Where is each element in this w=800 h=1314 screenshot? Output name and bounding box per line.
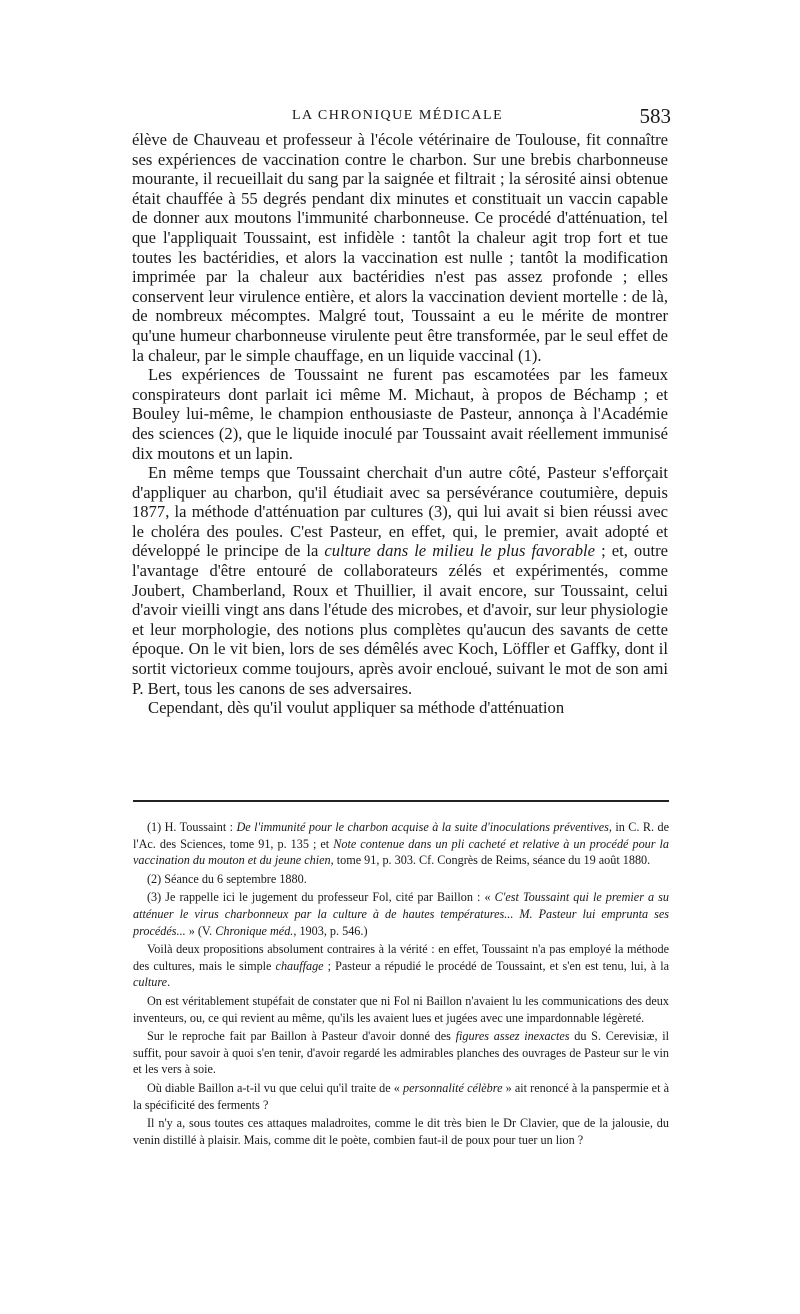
footnote-1-part-b: , in C. R. de l'Ac. des Sciences, tome 91, p. 135 ; et: [133, 820, 669, 851]
footnote-3-part-b: » (V.: [185, 923, 216, 938]
footnote-divider: [133, 800, 669, 802]
paragraph-2: Les expériences de Toussaint ne furent pas escamotées par les fameux conspirateurs dont parlait ici même M. Michaut, à propos de Béchamp ; et Bouley lui-même, le champion enthousiaste de Pasteur, annonça à l'Académie des sciences (2), que le liquide inoculé par Toussaint avait réellement immunisé dix moutons et un lapin.: [132, 365, 668, 463]
footnote-1-italic-1: De l'immunité pour le charbon acquise à la suite d'inoculations préventives: [236, 820, 609, 834]
footnote-paragraph-4: [133, 941, 669, 991]
footnote-4-part-a: Voilà deux propositions absolument contraires à la vérité : en effet, Toussaint n'a pas employé la méthode des cultures, mais le simple: [133, 942, 669, 973]
paragraph-3: [132, 463, 668, 698]
footnote-4-italic-2: culture: [133, 975, 168, 990]
paragraph-4: Cependant, dès qu'il voulut appliquer sa méthode d'atténuation: [148, 698, 565, 718]
footnote-4-italic-1: chauffage: [275, 958, 324, 973]
footnote-4-part-b: ; Pasteur a répudié le procédé de Toussaint, et s'en est tenu, lui, à la: [323, 958, 669, 973]
footnote-4-part-c: .: [167, 975, 171, 990]
footnote-3-part-c: , 1903, p. 546.): [293, 923, 368, 938]
paragraph-3-part-a: En même temps que Toussaint cherchait d'un autre côté, Pasteur s'efforçait d'appliquer au charbon, qu'il étudiait avec sa persévérance coutumière, depuis 1877, la méthode d'atténuation par cultures (3), qui lui avait si bien réussi avec le choléra des poules. C'est Pasteur, en effet, qui, le premier, avait adopté et développé le principe de la: [132, 463, 668, 561]
running-title: LA CHRONIQUE MÉDICALE: [292, 108, 504, 123]
footnote-paragraph-6: [133, 1028, 669, 1078]
paragraph-3-part-b: ; et, outre l'avantage d'être entouré de collaborateurs zélés et expérimentés, comme Joubert, Chamberland, Roux et Thuillier, il avait encore, sur Toussaint, celui d'avoir vieilli vingt ans dans l'étude des microbes, et d'avoir, sur leur physiologie et leur morphologie, des notions plus complètes qu'aucun des savants de cette époque. On le vit bien, lors de ses démêlés avec Koch, Löffler et Gaffky, dont il sortit victorieux comme toujours, après avoir encloué, suivant le mot de son ami P. Bert, tous les canons de ses adversaires.: [132, 541, 668, 698]
footnote-6-part-a: Sur le reproche fait par Baillon à Pasteur d'avoir donné des: [147, 1029, 456, 1044]
footnote-7-part-a: Où diable Baillon a-t-il vu que celui qu'il traite de «: [147, 1080, 403, 1095]
footnote-1-part-a: (1) H. Toussaint :: [147, 820, 237, 834]
footnote-3: [133, 889, 669, 939]
footnote-6-part-b: du S. Cerevisiæ, il suffit, pour savoir à quoi s'en tenir, d'avoir regardé les admirables planches des ouvrages de Pasteur sur le vin et les vers à soie.: [133, 1029, 670, 1077]
page-number: 583: [639, 104, 671, 128]
footnote-paragraph-5: On est véritablement stupéfait de constater que ni Fol ni Baillon n'avaient lu les communications des deux inventeurs, ou, ce qui revient au même, qu'ils les avaient lues et jugées avec une impardonnable légèreté.: [133, 993, 669, 1025]
footnote-paragraph-7: [133, 1080, 669, 1113]
footnote-6-italic: figures assez inexactes: [455, 1029, 570, 1044]
footnote-1-part-c: , tome 91, p. 303. Cf. Congrès de Reims, séance du 19 août 1880.: [330, 853, 651, 868]
paragraph-1: élève de Chauveau et professeur à l'école vétérinaire de Toulouse, fit connaître ses expériences de vaccination contre le charbon. Sur une brebis charbonneuse mourante, il recueillait du sang par la saignée et filtrait ; la sérosité ainsi obtenue était chauffée à 55 degrés pendant dix minutes et constituait un vaccin capable de donner aux moutons l'immunité charbonneuse. Ce procédé d'atténuation, tel que l'appliquait Toussaint, est infidèle : tantôt la chaleur agit trop fort et tue toutes les bactéridies, et alors la vaccination est nulle ; tantôt la modification imprimée par la chaleur aux bactéridies n'est pas assez profonde ; elles conservent leur virulence entière, et alors la vaccination devient mortelle : de là, de nombreux mécomptes. Malgré tout, Toussaint a eu le mérite de montrer qu'une humeur charbonneuse virulente peut être transformée, par le seul effet de la chaleur, par le simple chauffage, en un liquide vaccinal (1).: [132, 130, 668, 365]
footnote-1-italic-2: Note contenue dans un pli cacheté et relative à un procédé pour la vaccination du mouton et du jeune chien: [133, 836, 670, 868]
main-text: [132, 130, 668, 718]
footnote-7-italic: personnalité célèbre: [403, 1080, 503, 1095]
footnote-3-italic-2: Chronique méd.: [215, 923, 294, 938]
footnote-paragraph-8: Il n'y a, sous toutes ces attaques maladroites, comme le dit très bien le Dr Clavier, que de la jalousie, du venin distillé à plaisir. Mais, comme dit le poète, combien faut-il de poux pour tuer un lion ?: [133, 1116, 669, 1147]
footnote-3-italic: C'est Toussaint qui le premier a su atténuer le virus charbonneux par la culture à de hautes températures... M. Pasteur lui emprunta ses procédés...: [133, 890, 669, 938]
footnote-1: [133, 819, 669, 869]
footnote-7-part-b: » ait renoncé à la panspermie et à la spécificité des ferments ?: [133, 1080, 670, 1112]
footnote-3-part-a: (3) Je rappelle ici le jugement du professeur Fol, cité par Baillon : «: [147, 890, 495, 905]
paragraph-3-italic: culture dans le milieu le plus favorable: [324, 541, 596, 561]
footnotes: [133, 819, 669, 1148]
footnote-2: (2) Séance du 6 septembre 1880.: [147, 871, 307, 886]
page-header: [132, 104, 671, 132]
